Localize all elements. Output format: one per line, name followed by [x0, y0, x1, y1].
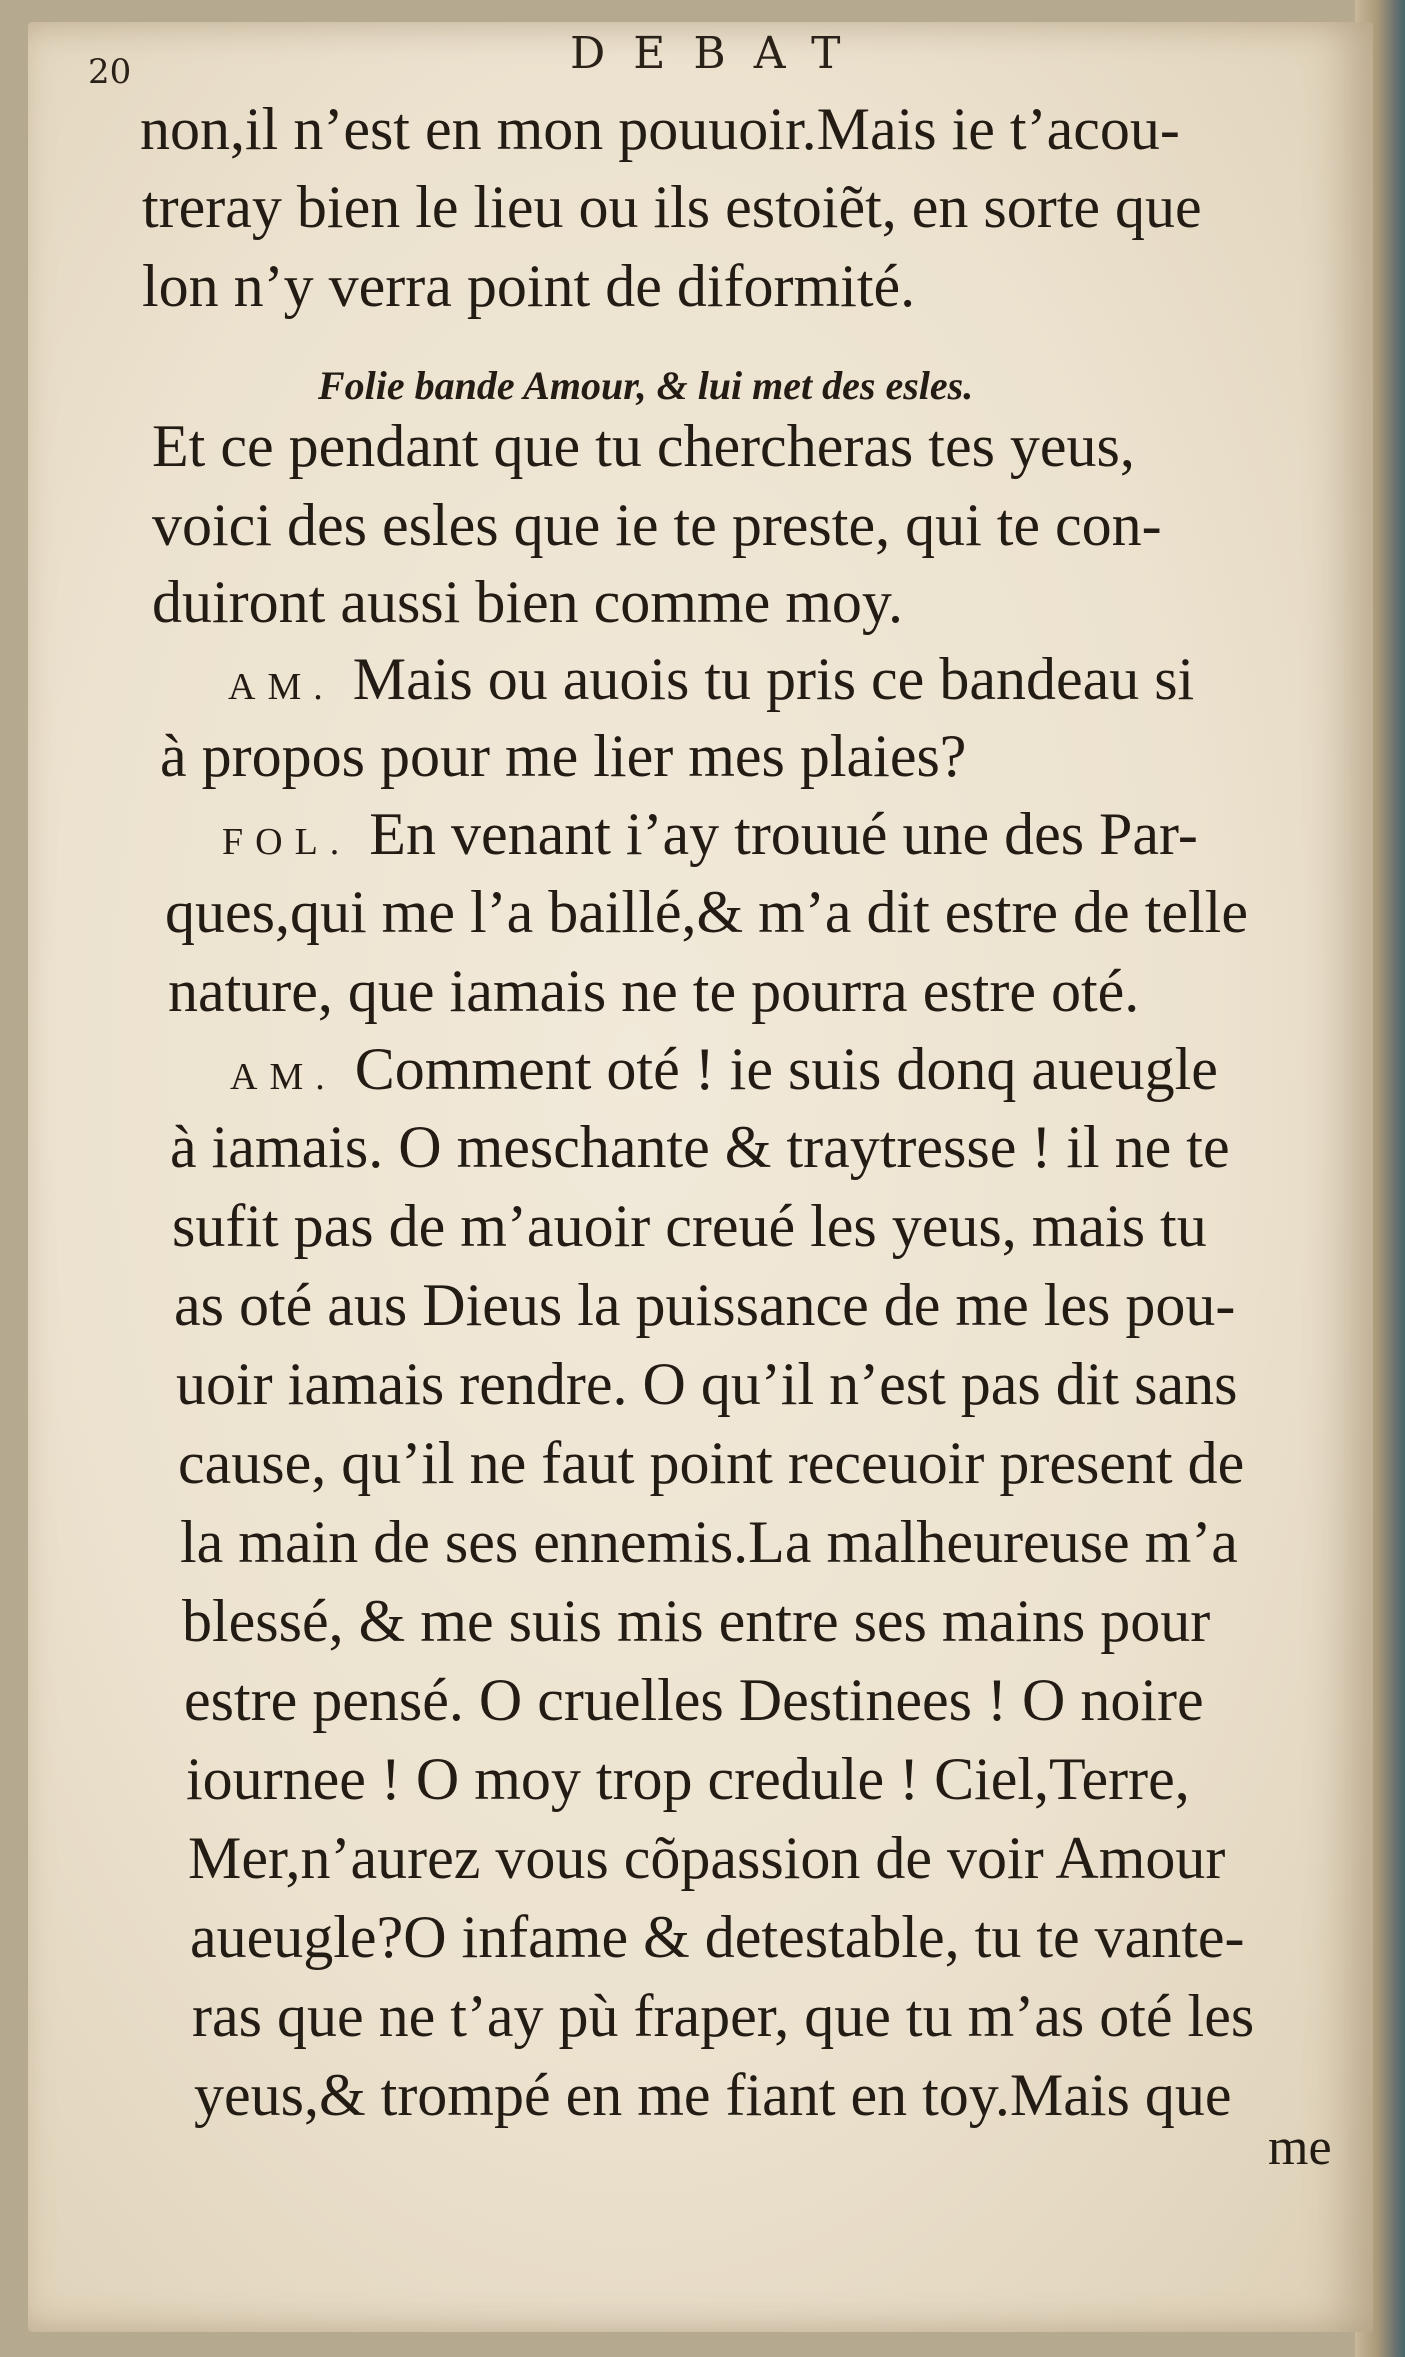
text-line: treray bien le lieu ou ils estoiẽt, en sorte que: [142, 174, 1202, 240]
text-line: voici des esles que ie te preste, qui te con-: [152, 492, 1162, 558]
dialogue-line: AM. Mais ou auois tu pris ce bandeau si: [228, 646, 1195, 712]
text-line: sufit pas de m’auoir creué les yeus, mais tu: [172, 1193, 1207, 1259]
speaker-label: AM.: [228, 666, 335, 708]
speaker-label: FOL.: [222, 821, 352, 863]
section-rubric: Folie bande Amour, & lui met des esles.: [318, 363, 974, 408]
text-line: iournee ! O moy trop credule ! Ciel,Terre,: [186, 1746, 1190, 1812]
text-line: cause, qu’il ne faut point receuoir present de: [178, 1430, 1245, 1496]
dialogue-line: FOL. En venant i’ay trouué une des Par-: [222, 801, 1198, 867]
text-line: Et ce pendant que tu chercheras tes yeus,: [152, 413, 1135, 479]
text-line: blessé, & me suis mis entre ses mains pour: [182, 1588, 1211, 1654]
dialogue-line: AM. Comment oté ! ie suis donq aueugle: [230, 1036, 1218, 1102]
text-line: lon n’y verra point de diformité.: [142, 253, 916, 319]
text-line: la main de ses ennemis.La malheureuse m’a: [180, 1509, 1238, 1575]
text-line: ques,qui me l’a baillé,& m’a dit estre de telle: [165, 879, 1248, 945]
text-line: uoir iamais rendre. O qu’il n’est pas dit sans: [176, 1351, 1238, 1417]
text-line: Mer,n’aurez vous cõpassion de voir Amour: [188, 1825, 1226, 1891]
running-title: DEBAT: [570, 28, 869, 79]
text-line: as oté aus Dieus la puissance de me les pou-: [174, 1272, 1236, 1338]
text-line: estre pensé. O cruelles Destinees ! O noire: [184, 1667, 1204, 1733]
text-line: ras que ne t’ay pù fraper, que tu m’as oté les: [192, 1983, 1255, 2049]
text-line: aueugle?O infame & detestable, tu te vante-: [190, 1904, 1245, 1970]
text-line: à iamais. O meschante & traytresse ! il ne te: [170, 1114, 1230, 1180]
text-line: nature, que iamais ne te pourra estre oté.: [168, 958, 1140, 1024]
text-line: non,il n’est en mon pouuoir.Mais ie t’acou-: [140, 96, 1180, 162]
speaker-label: AM.: [230, 1056, 337, 1098]
text-line: à propos pour me lier mes plaies?: [160, 723, 967, 789]
catchword: me: [1268, 2119, 1332, 2176]
text-line: yeus,& trompé en me fiant en toy.Mais que: [194, 2062, 1232, 2128]
page-number: 20: [88, 52, 132, 92]
text-line: duiront aussi bien comme moy.: [152, 569, 903, 635]
